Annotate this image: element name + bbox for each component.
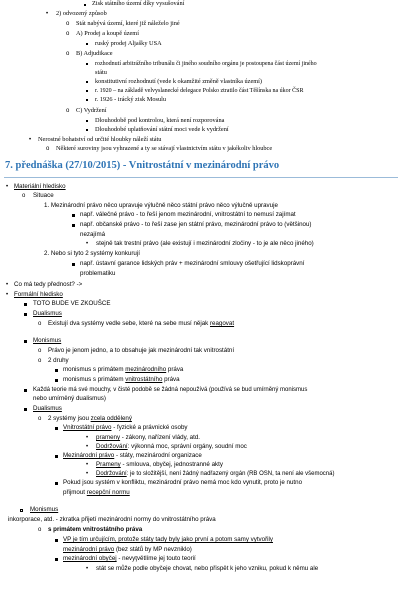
text-line: Situace xyxy=(33,192,54,199)
text-line: monismus s primátem mezinárodního práva xyxy=(63,366,184,373)
bullet-open-square xyxy=(20,509,23,512)
text-line: Dlouhodobě pod kontrolou, která není rozporována xyxy=(95,117,225,124)
bullet-square xyxy=(24,303,27,306)
text-line: 2) odvozený způsob xyxy=(56,10,107,17)
text-line: konstitutivní rozhodnutí (vede k okamžité změně vlastníka území) xyxy=(95,78,262,85)
text-line: Stát nabývá území, které již náleželo jiné xyxy=(76,20,180,27)
bullet-circle: o xyxy=(38,527,42,533)
text-line: problematiku xyxy=(80,270,116,277)
text-line: 2. Nebo si tyto 2 systémy konkurují xyxy=(44,250,140,257)
text-line: Materiální hledisko xyxy=(14,183,66,190)
bullet-square xyxy=(84,4,86,6)
bullet-square xyxy=(72,214,75,217)
bullet-circle: o xyxy=(38,358,42,364)
text-line: inkorporace, atd. - zkratka přijetí mezinárodní normy do vnitrostátního práva xyxy=(8,516,216,523)
bullet-square xyxy=(24,340,27,343)
text-line: státu xyxy=(95,69,107,76)
text-line: Mezinárodní právo - státy, mezinárodní organizace xyxy=(63,452,202,459)
text-line: r. 1926 - irácký zisk Mosulu xyxy=(95,96,167,103)
text-line: Vnitrostátní právo - fyzické a právnické osoby xyxy=(63,424,188,431)
text-line: nebo umírněný dualismus) xyxy=(33,395,106,402)
bullet-dot: • xyxy=(86,444,89,450)
text-line: např. ústavní garance lidských práv + mezinárodní smlouvy ošetřující lidskoprávní xyxy=(80,260,305,267)
bullet-dot: • xyxy=(6,292,9,298)
text-line: Zisk státního území díky vysušování xyxy=(92,0,185,7)
text-line: Dodržování: je to složitější, není žádný nadřazený orgán (RB OSN, ta není ale všemocná) xyxy=(96,471,335,477)
text-line: Prameny - smlouva, obyčej, jednostranné akty xyxy=(96,461,223,468)
text-line: Monismus xyxy=(33,337,62,344)
bullet-square xyxy=(86,43,88,45)
text-line: VP je tím určujícím, protože státy tady byly jako první a potom samy vytvořily xyxy=(63,536,273,543)
text-line: Co má tedy přednost? -> xyxy=(14,281,83,288)
bullet-circle: o xyxy=(66,51,70,57)
bullet-circle: o xyxy=(46,146,50,152)
text-line: C) Vydržení xyxy=(76,107,107,114)
text-line: např. válečné právo - to řeší jenom mezinárodní, vnitrostátní to nemusí zajímat xyxy=(80,211,296,218)
text-line: TOTO BUDE VE ZKOUŠCE xyxy=(33,300,111,307)
bullet-square xyxy=(24,313,27,316)
text-line: prameny - zákony, nařízení vlády, atd. xyxy=(96,434,200,441)
text-line: Právo je jenom jedno, a to obsahuje jak mezinárodní tak vnitrostátní xyxy=(48,347,235,354)
bullet-square xyxy=(55,482,58,485)
heading-underline xyxy=(4,177,398,178)
text-line: 2 systémy jsou zcela oddělený xyxy=(48,415,132,422)
text-line: stejně tak trestní právo (ale existují i mezinárodní zločiny - to je ale něco jiného) xyxy=(96,240,314,247)
text-line: r. 1920 – na základě velvyslanecké delegace Polsko ztratilo část Těšínska na úkor ČSR xyxy=(95,88,304,94)
bullet-dot: • xyxy=(86,241,89,247)
bullet-dot: • xyxy=(86,471,89,477)
bullet-dot: • xyxy=(86,462,89,468)
bullet-square xyxy=(24,408,27,411)
bullet-square xyxy=(55,539,58,542)
text-line: mezinárodní právo (bez států by MP nevzniklo) xyxy=(63,546,192,553)
bullet-square xyxy=(86,90,88,92)
text-line: Formální hledisko xyxy=(14,291,63,298)
text-line: A) Prodej a koupě území xyxy=(76,30,139,37)
text-line: Existují dva systémy vedle sebe, které na sebe musí nějak reagovat xyxy=(48,320,235,327)
text-line: Dlouhodobé uplatňování státní moci vede k vydržení xyxy=(95,126,229,133)
bullet-square xyxy=(72,263,75,266)
text-line: B) Adjudikace xyxy=(76,50,113,57)
text-line: nezajímá xyxy=(80,231,106,238)
bullet-circle: o xyxy=(38,321,42,327)
text-line: přijmout recepční normu xyxy=(63,489,130,496)
bullet-square xyxy=(24,389,27,392)
bullet-circle: o xyxy=(22,193,26,199)
bullet-dot: • xyxy=(6,184,9,190)
bullet-square xyxy=(55,369,58,372)
text-line: s primátem vnitrostátního práva xyxy=(48,526,143,533)
bullet-square xyxy=(55,558,58,561)
bullet-dot: • xyxy=(6,282,9,288)
lecture-heading: 7. přednáška (27/10/2015) - Vnitrostátní v mezinárodní právo xyxy=(5,160,280,171)
bullet-circle: o xyxy=(66,31,70,37)
text-line: Pokud jsou systém v konfliktu, mezinárodní právo nemá moc kdo vynutit, proto je nutno xyxy=(63,479,303,486)
bullet-square xyxy=(72,224,75,227)
bullet-square xyxy=(86,99,88,101)
text-line: Každá teorie má své mouchy, v čisté podobě se žádná nepoužívá (používá se bud umírněný monismus xyxy=(33,387,308,393)
bullet-dot: • xyxy=(86,435,89,441)
bullet-square xyxy=(55,427,58,430)
bullet-square xyxy=(86,63,88,65)
text-line: např. občanské právo - to řeší zase jen státní právo, mezinárodní právo to (většinou) xyxy=(80,221,312,228)
bullet-circle: o xyxy=(38,348,42,354)
bullet-square xyxy=(86,129,88,131)
bullet-circle: o xyxy=(38,416,42,422)
bullet-dot: • xyxy=(46,11,49,17)
text-line: 1. Mezinárodní právo něco upravuje výlučně něco státní právo něco výlučně upravuje xyxy=(44,202,278,209)
text-line: Monismus xyxy=(30,506,59,513)
bullet-square xyxy=(86,120,88,122)
text-line: 2 druhy xyxy=(48,357,69,364)
text-line: Některé suroviny jsou vyhrazené a ty se stávají vlastnictvím státu v jakékoliv hloubce xyxy=(56,145,273,152)
text-line: monismus s primátem vnitrostátního práva xyxy=(63,376,180,383)
text-line: Dodržování: výkonná moc, správní orgány, soudní moc xyxy=(96,443,247,450)
bullet-dot: • xyxy=(86,566,89,572)
bullet-square xyxy=(55,379,58,382)
text-line: stát se může podle obyčeje chovat, nebo přispět k jeho vzniku, pokud k němu ale xyxy=(96,565,319,572)
bullet-square xyxy=(86,81,88,83)
text-line: Dualismus xyxy=(33,405,62,412)
bullet-circle: o xyxy=(66,108,70,114)
bullet-square xyxy=(55,455,58,458)
text-line: ruský prodej Aljašky USA xyxy=(95,40,162,47)
bullet-dot: • xyxy=(29,137,32,143)
text-line: Dualismus xyxy=(33,310,62,317)
bullet-circle: o xyxy=(66,21,70,27)
text-line: mezinárodní obyčej - nevyţvětlíme jej touto teorií xyxy=(63,555,196,562)
text-line: rozhodnutí arbitrážního tribunálu či jiného soudního orgánu je postoupena část území jiného xyxy=(95,61,317,67)
text-line: Nerostné bohatství od určité hloubky náleží státu xyxy=(38,136,162,143)
